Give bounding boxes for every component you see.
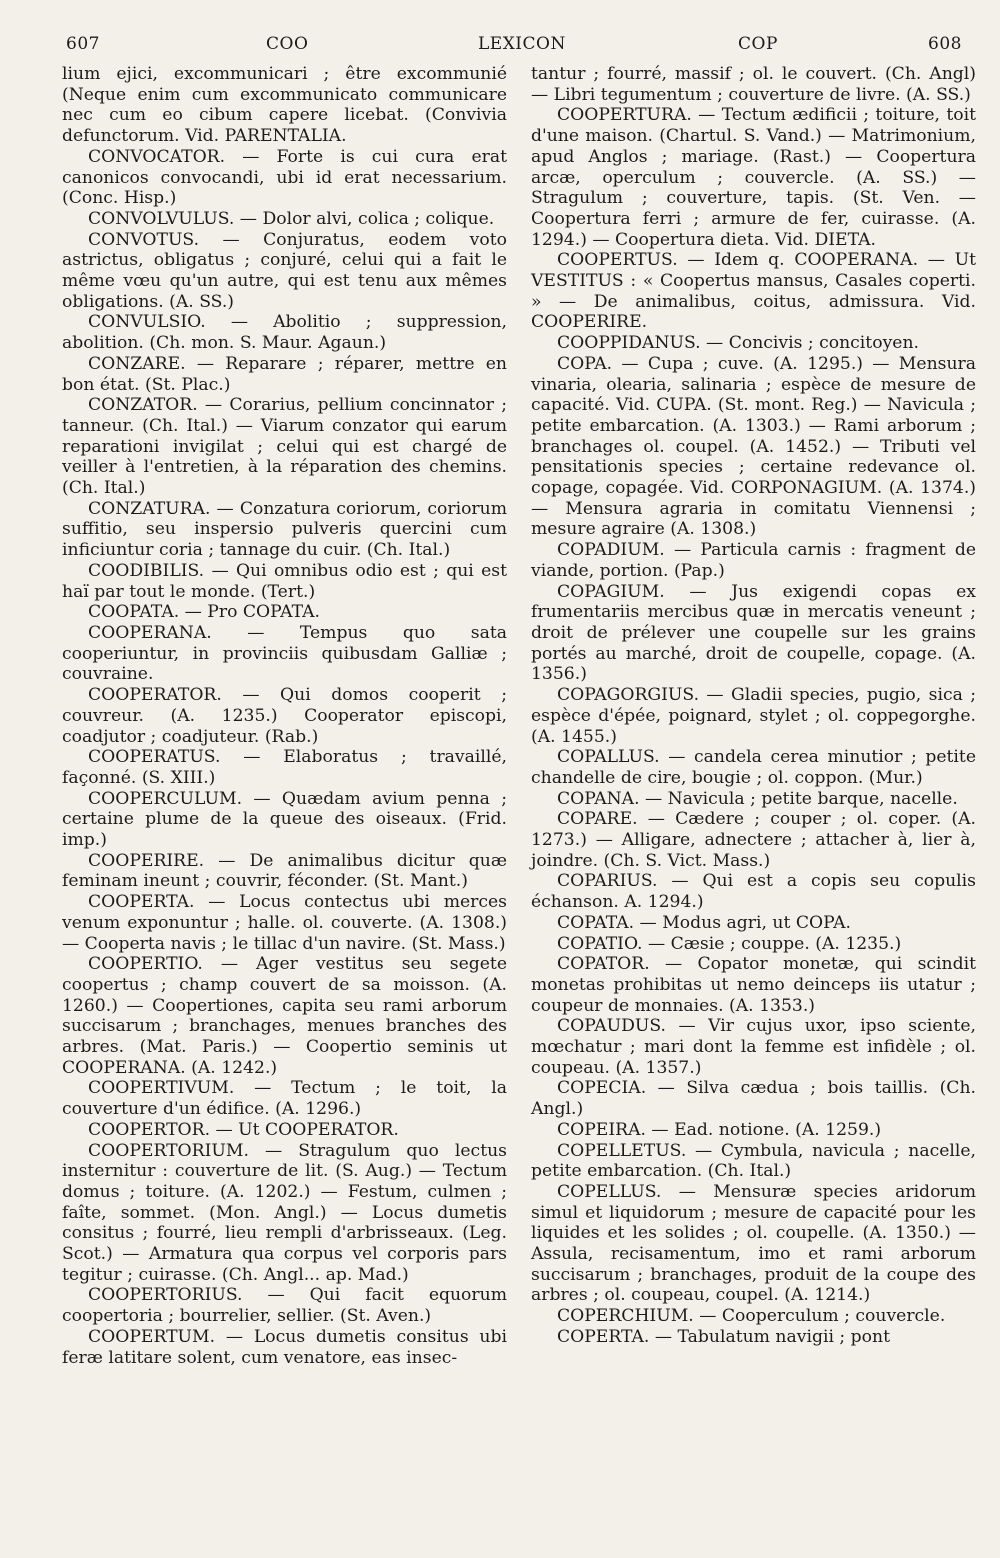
dictionary-entry: COOPERTORIUM. — Stragulum quo lectus insternitur : couverture de lit. (S. Aug.) — Tectum domus ; toiture. (A. 1202.) — Festum, culmen ; faîte, sommet. (Mon. Angl.) — Locus dumetis consitus ; fourré, lieu rempli d'arbrisseaux. (Leg. Scot.) — Armatura qua corpus vel corporis pars tegitur ; cuirasse. (Ch. Angl... ap. Mad.) bbox=[62, 1140, 507, 1285]
right-page-number: 608 bbox=[928, 34, 962, 54]
dictionary-entry: COOPERIRE. — De animalibus dicitur quæ feminam ineunt ; couvrir, féconder. (St. Mant.) bbox=[62, 850, 507, 892]
dictionary-entry: COOPERTUM. — Locus dumetis consitus ubi feræ latitare solent, cum venatore, eas insec- bbox=[62, 1326, 507, 1368]
dictionary-entry: COPADIUM. — Particula carnis : fragment de viande, portion. (Pap.) bbox=[531, 540, 976, 581]
dictionary-entry: COPERTA. — Tabulatum navigii ; pont bbox=[557, 1326, 890, 1347]
dictionary-entry: COPALLUS. — candela cerea minutior ; petite chandelle de cire, bougie ; ol. coppon. (Mur.) bbox=[531, 747, 976, 788]
dictionary-entry: COOPERTA. — Locus contectus ubi merces venum exponuntur ; halle. ol. couverte. (A. 1308.) — Cooperta navis ; le tillac d'un navire. (St. Mass.) bbox=[62, 892, 507, 954]
dictionary-entry: COOPERCULUM. — Quædam avium penna ; certaine plume de la queue des oiseaux. (Frid. imp.) bbox=[62, 788, 507, 851]
left-page-number: 607 bbox=[66, 34, 100, 54]
dictionary-entry: CONZATURA. — Conzatura coriorum, coriorum suffitio, seu inspersio pulveris quercini cum inficiuntur coria ; tannage du cuir. (Ch. Ital.) bbox=[62, 498, 507, 561]
dictionary-entry: CONVOCATOR. — Forte is cui cura erat canonicos convocandi, ubi id erat necessarium. (Conc. Hisp.) bbox=[62, 146, 507, 209]
dictionary-entry: COPECIA. — Silva cædua ; bois taillis. (Ch. Angl.) bbox=[531, 1078, 976, 1120]
dictionary-entry: CONVULSIO. — Abolitio ; suppression, abolition. (Ch. mon. S. Maur. Agaun.) bbox=[62, 312, 507, 354]
dictionary-entry: COPAGIUM. — Jus exigendi copas ex frumentariis mercibus quæ in mercatis veneunt ; droit de prélever une coupelle sur les grains portés au marché, droit de coupelle, copage. (A. 1356.) bbox=[531, 581, 976, 685]
dictionary-entry: COOPERATUS. — Elaboratus ; travaillé, façonné. (S. XIII.) bbox=[62, 747, 507, 788]
dictionary-entry: COPANA. — Navicula ; petite barque, nacelle. bbox=[557, 788, 958, 809]
dictionary-entry: COODIBILIS. — Qui omnibus odio est ; qui est haï par tout le monde. (Tert.) bbox=[62, 560, 507, 602]
left-guide-word: COO bbox=[266, 34, 309, 54]
dictionary-entry: COPARIUS. — Qui est a copis seu copulis échanson. A. 1294.) bbox=[531, 871, 976, 913]
dictionary-entry: CONZATOR. — Corarius, pellium concinnator ; tanneur. (Ch. Ital.) — Viarum conzator qui earum reparationi invigilat ; celui qui est chargé de veiller à l'entretien, à la réparation des chemins. (Ch. Ital.) bbox=[62, 395, 507, 499]
dictionary-entry: COOPERTUS. — Idem q. COOPERANA. — Ut VESTITUS : « Coopertus mansus, Casales coperti. » — De animalibus, coitus, admissura. Vid. COOPERIRE. bbox=[531, 250, 976, 333]
entry-continuation: tantur ; fourré, massif ; ol. le couvert. (Ch. Angl) — Libri tegumentum ; couverture de livre. (A. SS.) bbox=[531, 64, 976, 105]
dictionary-entry: COPERCHIUM. — Cooperculum ; couvercle. bbox=[557, 1306, 946, 1327]
dictionary-entry: COPATA. — Modus agri, ut COPA. bbox=[557, 912, 851, 933]
dictionary-entry: COOPERANA. — Tempus quo sata cooperiuntur, in provinciis quibusdam Galliæ ; couvraine. bbox=[62, 622, 507, 685]
dictionary-entry: COOPERTURA. — Tectum ædificii ; toiture, toit d'une maison. (Chartul. S. Vand.) — Matrimonium, apud Anglos ; mariage. (Rast.) — Coopertura arcæ, operculum ; couvercle. (A. SS.) — Stragulum ; couverture, tapis. (St. Ven. — Coopertura ferri ; armure de fer, cuirasse. (A. 1294.) — Coopertura dieta. Vid. DIETA. bbox=[531, 105, 976, 250]
dictionary-entry: COPAUDUS. — Vir cujus uxor, ipso sciente, mœchatur ; mari dont la femme est infidèle ; ol. coupeau. (A. 1357.) bbox=[531, 1016, 976, 1078]
dictionary-entry: COPARE. — Cædere ; couper ; ol. coper. (A. 1273.) — Alligare, adnectere ; attacher à, lier à, joindre. (Ch. S. Vict. Mass.) bbox=[531, 809, 976, 871]
dictionary-entry: COPA. — Cupa ; cuve. (A. 1295.) — Mensura vinaria, olearia, salinaria ; espèce de mesure de capacité. Vid. CUPA. (St. mont. Reg.) — Navicula ; petite embarcation. (A. 1303.) — Rami arborum ; branchages ol. coupel. (A. 1452.) — Tributi vel pensitationis species ; certaine redevance ol. copage, copagée. Vid. CORPONAGIUM. (A. 1374.) — Mensura agraria in comitatu Viennensi ; mesure agraire (A. 1308.) bbox=[531, 353, 976, 540]
dictionary-entry: COPELLUS. — Mensuræ species aridorum simul et liquidorum ; mesure de capacité pour les liquides et les solides ; ol. coupelle. (A. 1350.) — Assula, recisamentum, imo et rami arborum succisarum ; branchages, produit de la coupe des arbres ; ol. coupeau, coupel. (A. 1214.) bbox=[531, 1181, 976, 1306]
dictionary-entry: COOPERTIO. — Ager vestitus seu segete coopertus ; champ couvert de sa moisson. (A. 1260.) — Coopertiones, capita seu rami arborum succisarum ; branchages, menues branches des arbres. (Mat. Paris.) — Coopertio seminis ut COOPERANA. (A. 1242.) bbox=[62, 954, 507, 1078]
dictionary-entry: CONZARE. — Reparare ; réparer, mettre en bon état. (St. Plac.) bbox=[62, 353, 507, 395]
right-column bbox=[531, 64, 976, 1348]
dictionary-entry: COOPPIDANUS. — Concivis ; concitoyen. bbox=[557, 333, 919, 354]
dictionary-entry: COOPERTORIUS. — Qui facit equorum coopertoria ; bourrelier, sellier. (St. Aven.) bbox=[62, 1285, 507, 1327]
running-header bbox=[66, 34, 962, 58]
dictionary-entry: COOPERATOR. — Qui domos cooperit ; couvreur. (A. 1235.) Cooperator episcopi, coadjutor ; coadjuteur. (Rab.) bbox=[62, 685, 507, 747]
header-title: LEXICON bbox=[478, 34, 566, 54]
left-column bbox=[62, 64, 507, 1368]
dictionary-entry: COPATIO. — Cæsie ; couppe. (A. 1235.) bbox=[557, 933, 902, 954]
dictionary-entry: CONVOLVULUS. — Dolor alvi, colica ; colique. bbox=[88, 208, 495, 229]
right-guide-word: COP bbox=[738, 34, 778, 54]
dictionary-entry: COPELLETUS. — Cymbula, navicula ; nacelle, petite embarcation. (Ch. Ital.) bbox=[531, 1140, 976, 1182]
dictionary-entry: COOPERTOR. — Ut COOPERATOR. bbox=[88, 1119, 399, 1140]
dictionary-entry: CONVOTUS. — Conjuratus, eodem voto astrictus, obligatus ; conjuré, celui qui a fait le même vœu qu'un autre, qui est tenu aux mêmes obligations. (A. SS.) bbox=[62, 229, 507, 312]
dictionary-entry: COOPATA. — Pro COPATA. bbox=[88, 602, 320, 623]
dictionary-entry: COPEIRA. — Ead. notione. (A. 1259.) bbox=[557, 1119, 882, 1140]
entry-continuation: lium ejici, excommunicari ; être excommunié (Neque enim cum excommunicato communicare nec cum eo cibum capere licebat. (Convivia defunctorum. Vid. PARENTALIA. bbox=[62, 64, 507, 147]
dictionary-entry: COPATOR. — Copator monetæ, qui scindit monetas prohibitas ut nemo deinceps iis utatur ; coupeur de monnaies. (A. 1353.) bbox=[531, 954, 976, 1016]
dictionary-entry: COOPERTIVUM. — Tectum ; le toit, la couverture d'un édifice. (A. 1296.) bbox=[62, 1078, 507, 1120]
dictionary-entry: COPAGORGIUS. — Gladii species, pugio, sica ; espèce d'épée, poignard, stylet ; ol. coppegorghe. (A. 1455.) bbox=[531, 685, 976, 747]
